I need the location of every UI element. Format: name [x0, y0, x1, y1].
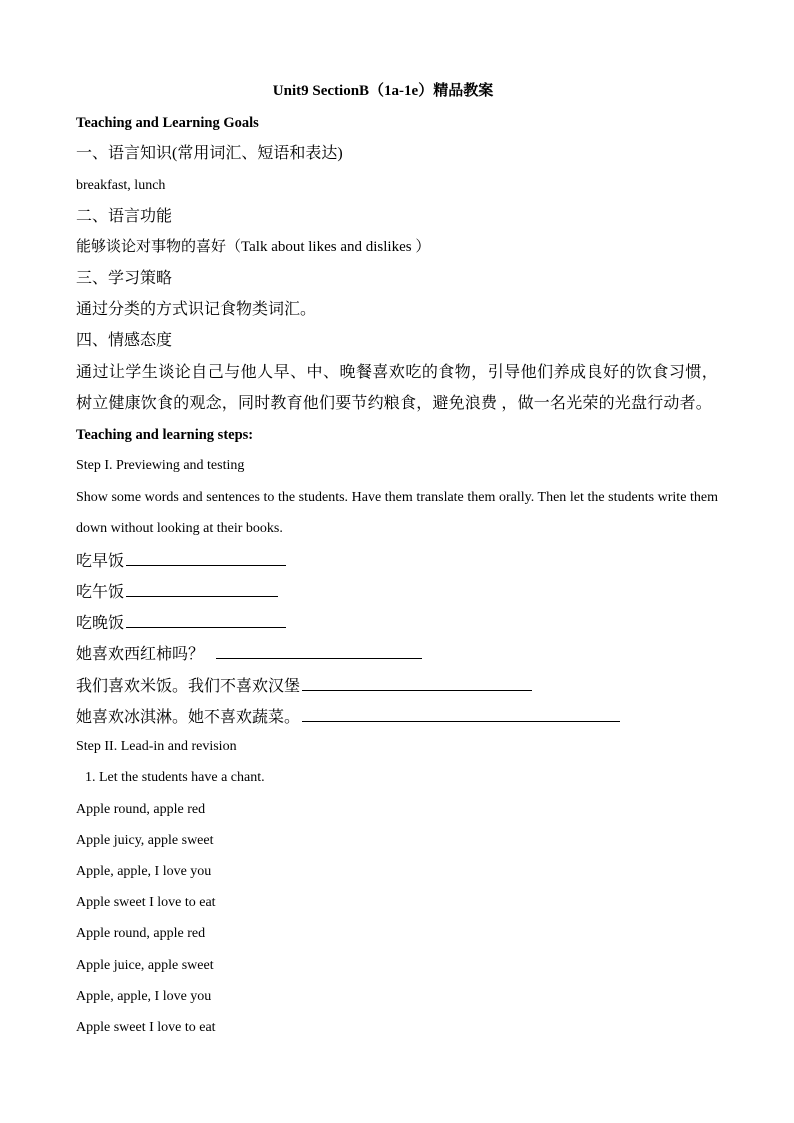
section-3-heading: 三、学习策略: [76, 270, 173, 287]
exercise-item-6: [76, 707, 620, 726]
section-1-heading: 一、语言知识(常用词汇、短语和表达): [76, 145, 343, 162]
exercise-item-2: [76, 582, 278, 601]
goals-heading: Teaching and Learning Goals: [76, 115, 259, 131]
answer-blank-4[interactable]: [216, 644, 422, 659]
chant-line-5: Apple round, apple red: [76, 926, 206, 941]
section-2-content: 能够谈论对事物的喜好（Talk about likes and dislikes ）: [76, 239, 431, 255]
answer-blank-5[interactable]: [302, 676, 532, 691]
section-4-content: 通过让学生谈论自己与他人早、中、晚餐喜欢吃的食物，引导他们养成良好的饮食习惯，树立健康饮食的观念，同时教育他们要节约粮食，避免浪费 ，做一名光荣的光盘行动者。: [76, 364, 718, 412]
exercise-item-4: [76, 644, 422, 663]
answer-blank-2[interactable]: [126, 582, 278, 597]
exercise-item-1: [76, 551, 286, 570]
chant-line-4: Apple sweet I love to eat: [76, 895, 216, 910]
exercise-item-5: [76, 676, 532, 695]
step-1-instruction: Show some words and sentences to the students. Have them translate them orally. Then let the students write them down without looking at their books.: [76, 490, 718, 536]
steps-heading: Teaching and learning steps:: [76, 427, 254, 443]
exercise-item-5-text: 我们喜欢米饭。我们不喜欢汉堡: [76, 678, 301, 695]
answer-blank-6[interactable]: [302, 707, 620, 722]
exercise-item-4-text: 她喜欢西红柿吗？: [76, 646, 205, 663]
exercise-item-3: [76, 613, 286, 632]
answer-blank-3[interactable]: [126, 613, 286, 628]
exercise-item-2-text: 吃午饭: [76, 584, 125, 601]
chant-line-2: Apple juicy, apple sweet: [76, 833, 214, 848]
section-4-heading: 四、情感态度: [76, 332, 173, 349]
document-title: Unit9 SectionB（1a-1e）精品教案: [272, 83, 494, 99]
step-1-heading: Step I. Previewing and testing: [76, 458, 245, 473]
step-2-heading: Step II. Lead-in and revision: [76, 739, 237, 754]
section-2-heading: 二、语言功能: [76, 208, 173, 225]
section-1-content: breakfast, lunch: [76, 178, 166, 193]
exercise-item-3-text: 吃晚饭: [76, 615, 125, 632]
chant-line-7: Apple, apple, I love you: [76, 989, 212, 1004]
chant-line-3: Apple, apple, I love you: [76, 864, 212, 879]
section-3-content: 通过分类的方式识记食物类词汇。: [76, 301, 317, 318]
answer-blank-1[interactable]: [126, 551, 286, 566]
step-2-instruction: 1. Let the students have a chant.: [85, 770, 265, 785]
chant-line-8: Apple sweet I love to eat: [76, 1020, 216, 1035]
exercise-item-6-text: 她喜欢冰淇淋。她不喜欢蔬菜。: [76, 709, 301, 726]
chant-line-6: Apple juice, apple sweet: [76, 958, 214, 973]
chant-line-1: Apple round, apple red: [76, 802, 206, 817]
exercise-item-1-text: 吃早饭: [76, 553, 125, 570]
